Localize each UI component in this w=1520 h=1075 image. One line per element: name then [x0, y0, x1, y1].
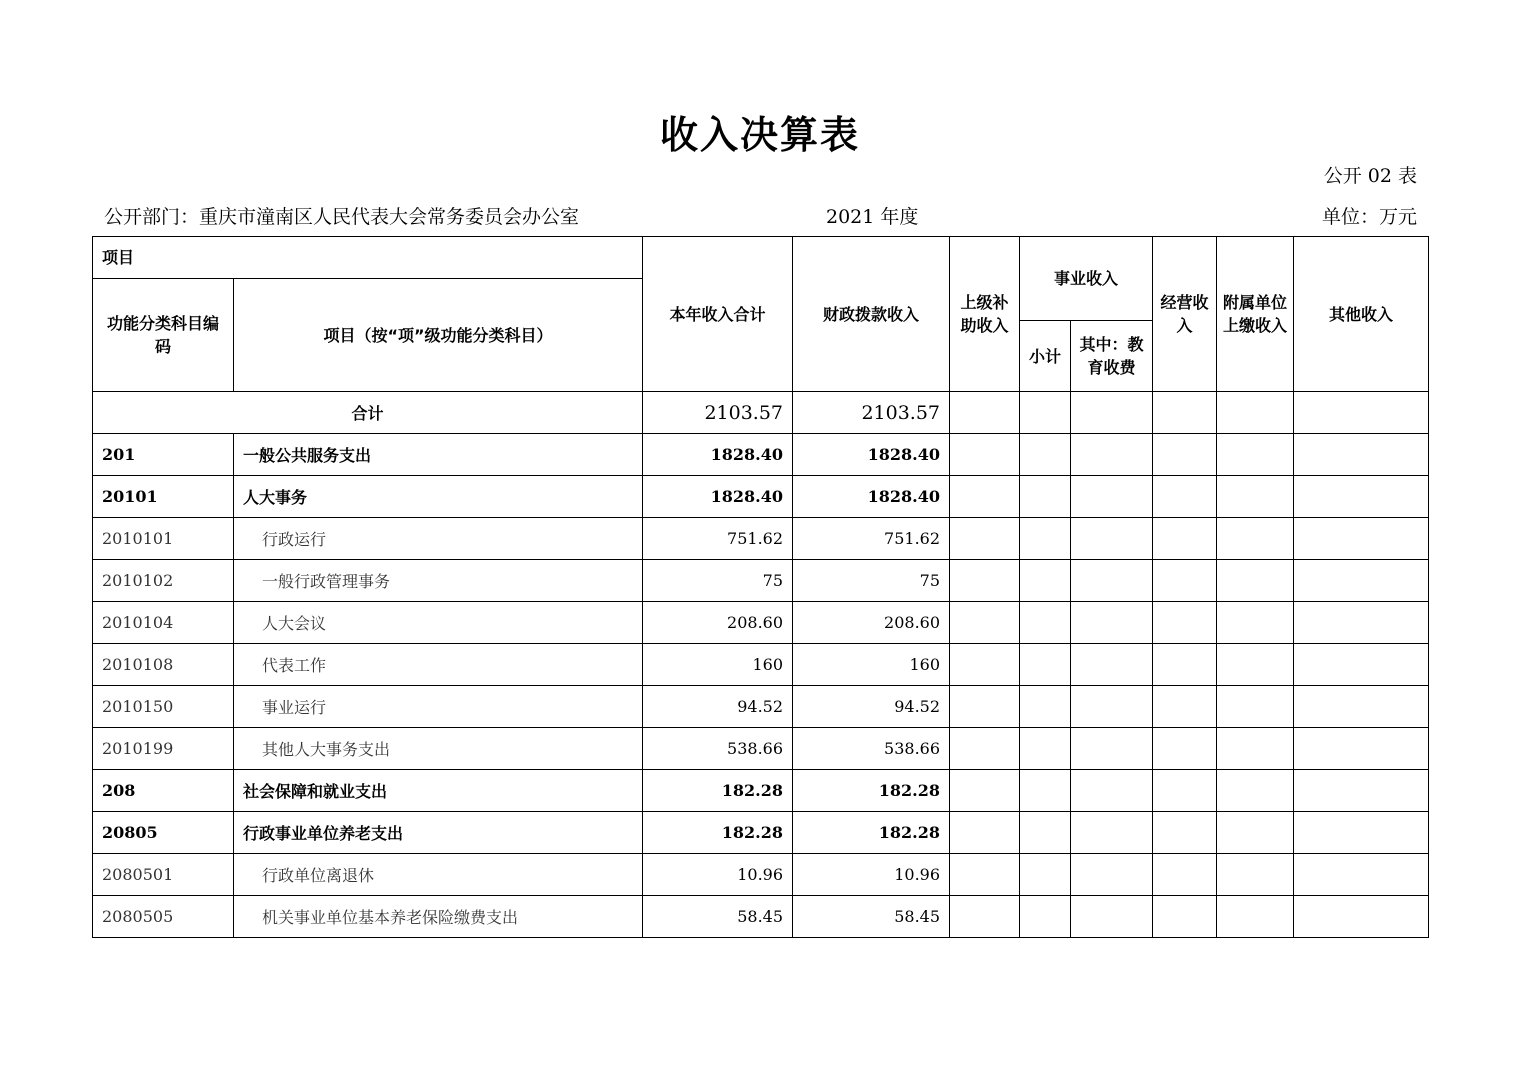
- row-code: 2010108: [93, 644, 234, 686]
- table-row: [93, 518, 1429, 560]
- table-row: [93, 644, 1429, 686]
- row-code: 208: [93, 770, 234, 812]
- header-total-income: 本年收入合计: [643, 237, 793, 392]
- header-item-name: 项目（按“项”级功能分类科目）: [234, 279, 643, 392]
- row-total-income: 182.28: [643, 812, 793, 854]
- row-total-income: 751.62: [643, 518, 793, 560]
- row-fiscal: 182.28: [793, 770, 950, 812]
- total-fiscal-value: 2103.57: [793, 392, 950, 434]
- row-name: 一般公共服务支出: [234, 434, 643, 476]
- row-total-income: 75: [643, 560, 793, 602]
- row-code: 20101: [93, 476, 234, 518]
- table-row: [93, 602, 1429, 644]
- row-name: 人大事务: [234, 476, 643, 518]
- table-row: [93, 770, 1429, 812]
- row-name: 代表工作: [234, 644, 643, 686]
- row-total-income: 182.28: [643, 770, 793, 812]
- form-number: 公开 02 表: [1323, 165, 1417, 187]
- row-code: 2080505: [93, 896, 234, 938]
- table-row: [93, 896, 1429, 938]
- header-project: 项目: [93, 237, 643, 279]
- unit-label: 单位：万元: [1321, 206, 1417, 228]
- table-row: [93, 812, 1429, 854]
- row-code: 2010101: [93, 518, 234, 560]
- header-superior: 上级补助收入: [950, 237, 1020, 392]
- header-affiliated: 附属单位上缴收入: [1217, 237, 1294, 392]
- row-name: 社会保障和就业支出: [234, 770, 643, 812]
- total-row: [93, 392, 1429, 434]
- header-other: 其他收入: [1294, 237, 1429, 392]
- row-code: 201: [93, 434, 234, 476]
- row-name: 其他人大事务支出: [234, 728, 643, 770]
- row-fiscal: 208.60: [793, 602, 950, 644]
- department-label: 公开部门：重庆市潼南区人民代表大会常务委员会办公室: [104, 206, 580, 228]
- row-fiscal: 75: [793, 560, 950, 602]
- header-subtotal: 小计: [1020, 321, 1071, 392]
- row-fiscal: 182.28: [793, 812, 950, 854]
- row-total-income: 1828.40: [643, 476, 793, 518]
- row-fiscal: 1828.40: [793, 476, 950, 518]
- row-fiscal: 94.52: [793, 686, 950, 728]
- row-name: 人大会议: [234, 602, 643, 644]
- row-fiscal: 10.96: [793, 854, 950, 896]
- header-operating: 经营收入: [1153, 237, 1217, 392]
- row-name: 机关事业单位基本养老保险缴费支出: [234, 896, 643, 938]
- total-label: 合计: [93, 392, 643, 434]
- income-table: [92, 236, 1429, 938]
- row-total-income: 208.60: [643, 602, 793, 644]
- row-total-income: 94.52: [643, 686, 793, 728]
- row-name: 行政运行: [234, 518, 643, 560]
- row-code: 2010199: [93, 728, 234, 770]
- row-code: 20805: [93, 812, 234, 854]
- row-fiscal: 538.66: [793, 728, 950, 770]
- header-business: 事业收入: [1020, 237, 1153, 321]
- row-code: 2010104: [93, 602, 234, 644]
- row-name: 行政单位离退休: [234, 854, 643, 896]
- total-income-value: 2103.57: [643, 392, 793, 434]
- row-name: 行政事业单位养老支出: [234, 812, 643, 854]
- row-name: 一般行政管理事务: [234, 560, 643, 602]
- row-fiscal: 160: [793, 644, 950, 686]
- fiscal-year: 2021 年度: [826, 206, 919, 228]
- row-total-income: 160: [643, 644, 793, 686]
- row-fiscal: 58.45: [793, 896, 950, 938]
- table-row: [93, 560, 1429, 602]
- header-fiscal: 财政拨款收入: [793, 237, 950, 392]
- row-code: 2010102: [93, 560, 234, 602]
- row-total-income: 1828.40: [643, 434, 793, 476]
- page-title: 收入决算表: [659, 113, 860, 157]
- row-code: 2080501: [93, 854, 234, 896]
- row-fiscal: 751.62: [793, 518, 950, 560]
- table-row: [93, 686, 1429, 728]
- table-row: [93, 476, 1429, 518]
- table-row: [93, 854, 1429, 896]
- row-total-income: 10.96: [643, 854, 793, 896]
- header-education: 其中：教育收费: [1071, 321, 1153, 392]
- row-name: 事业运行: [234, 686, 643, 728]
- row-total-income: 58.45: [643, 896, 793, 938]
- header-func-code: 功能分类科目编码: [93, 279, 234, 392]
- table-row: [93, 434, 1429, 476]
- row-code: 2010150: [93, 686, 234, 728]
- table-row: [93, 728, 1429, 770]
- row-total-income: 538.66: [643, 728, 793, 770]
- row-fiscal: 1828.40: [793, 434, 950, 476]
